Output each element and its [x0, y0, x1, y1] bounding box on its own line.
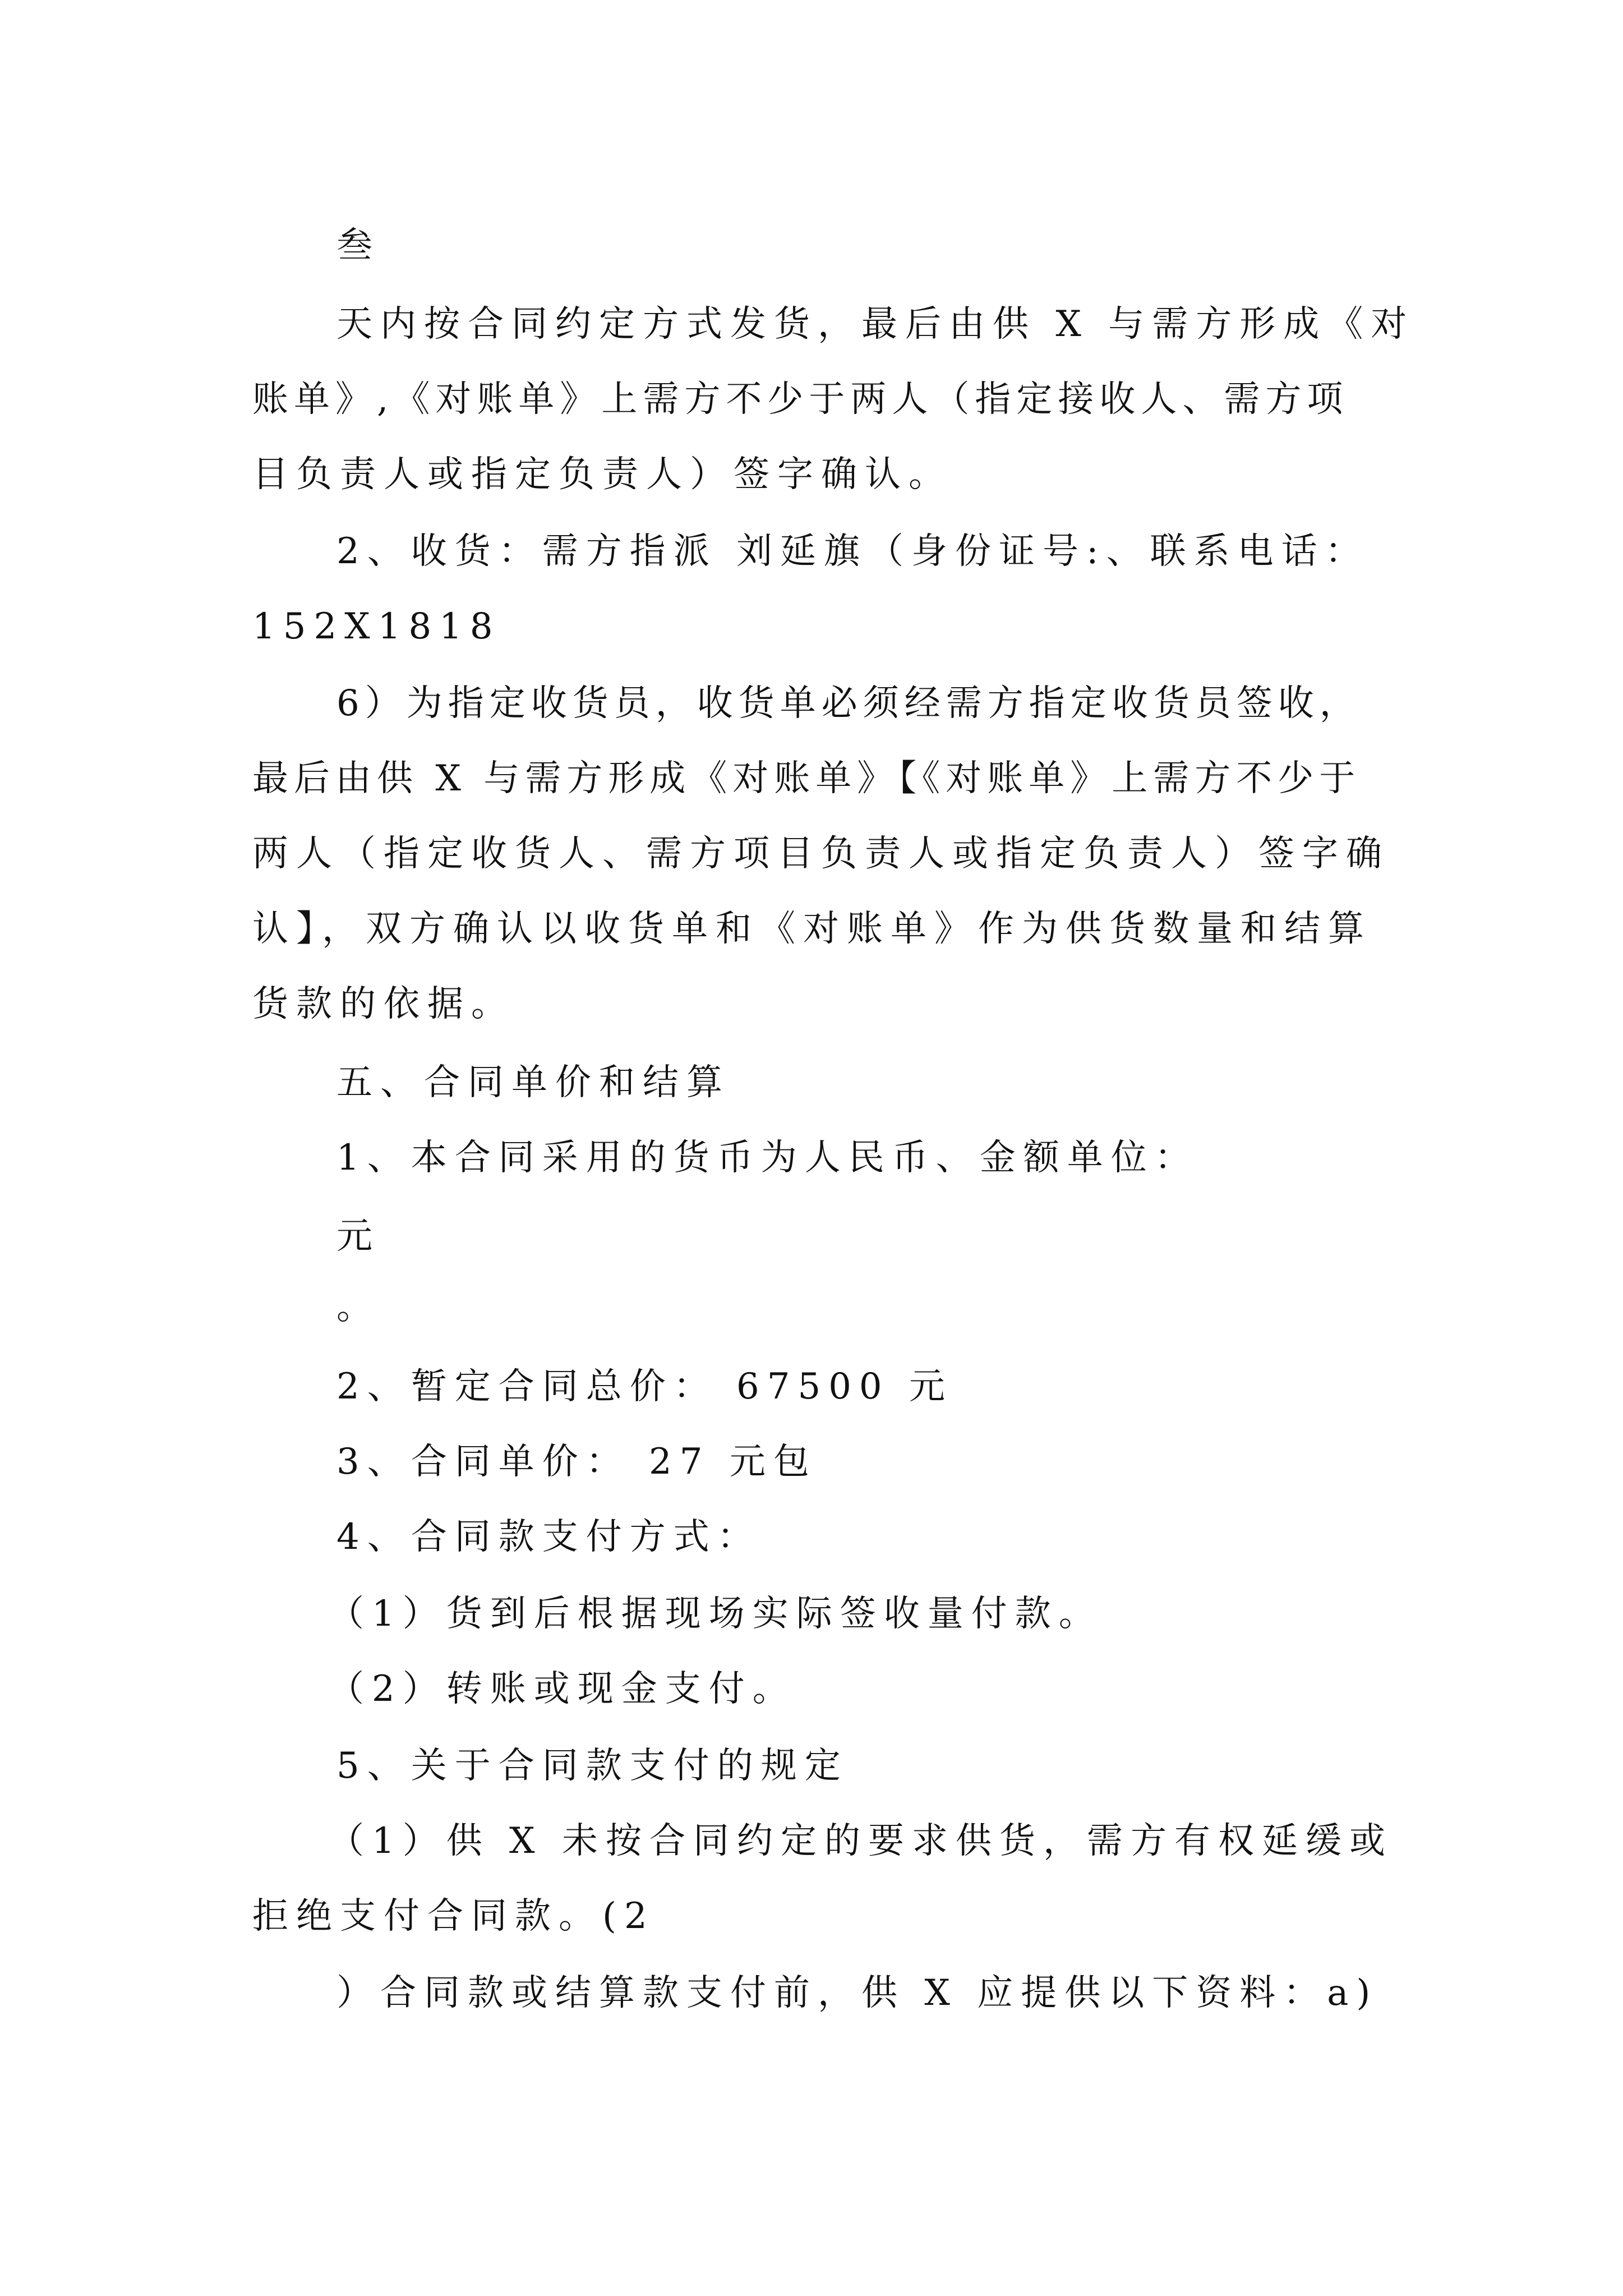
text-line: 152X1818: [252, 606, 501, 647]
text-line: 3、合同单价： 27 元包: [336, 1441, 817, 1483]
text-line: 最后由供 X 与需方形成《对账单》【《对账单》上需方不少于: [252, 758, 1361, 799]
text-line: 拒绝支付合同款。(2: [252, 1895, 655, 1937]
text-line: 叁: [336, 225, 380, 266]
text-line: 元: [336, 1216, 380, 1257]
text-line: 目负责人或指定负责人）签字确认。: [252, 454, 952, 495]
text-line: 4、合同款支付方式：: [336, 1516, 761, 1558]
text-line: 2、暂定合同总价： 67500 元: [336, 1366, 953, 1407]
text-line: 认】，双方确认以收货单和《对账单》作为供货数量和结算: [252, 908, 1372, 950]
text-line: （1）货到后根据现场实际签收量付款。: [328, 1593, 1103, 1635]
text-line: 。: [336, 1286, 380, 1328]
text-line: 账单》,《对账单》上需方不少于两人（指定接收人、需方项: [252, 379, 1349, 420]
text-line: 天内按合同约定方式发货，最后由供 X 与需方形成《对: [336, 303, 1415, 345]
text-line: 5、关于合同款支付的规定: [336, 1745, 849, 1787]
text-line: 6）为指定收货员，收货单必须经需方指定收货员签收，: [336, 683, 1361, 724]
text-line: 1、本合同采用的货币为人民币、金额单位：: [336, 1137, 1198, 1179]
text-line: （1）供 X 未按合同约定的要求供货，需方有权延缓或: [328, 1820, 1393, 1862]
text-line: 货款的依据。: [252, 983, 515, 1025]
section-heading: 五、合同单价和结算: [336, 1062, 730, 1103]
text-line: （2）转账或现金支付。: [328, 1668, 796, 1710]
text-line: 2、收货：需方指派 刘延旗（身份证号:、联系电话：: [336, 531, 1369, 572]
text-line: 两人（指定收货人、需方项目负责人或指定负责人）签字确: [252, 833, 1390, 875]
text-line: ）合同款或结算款支付前，供 X 应提供以下资料：a): [336, 1972, 1378, 2014]
